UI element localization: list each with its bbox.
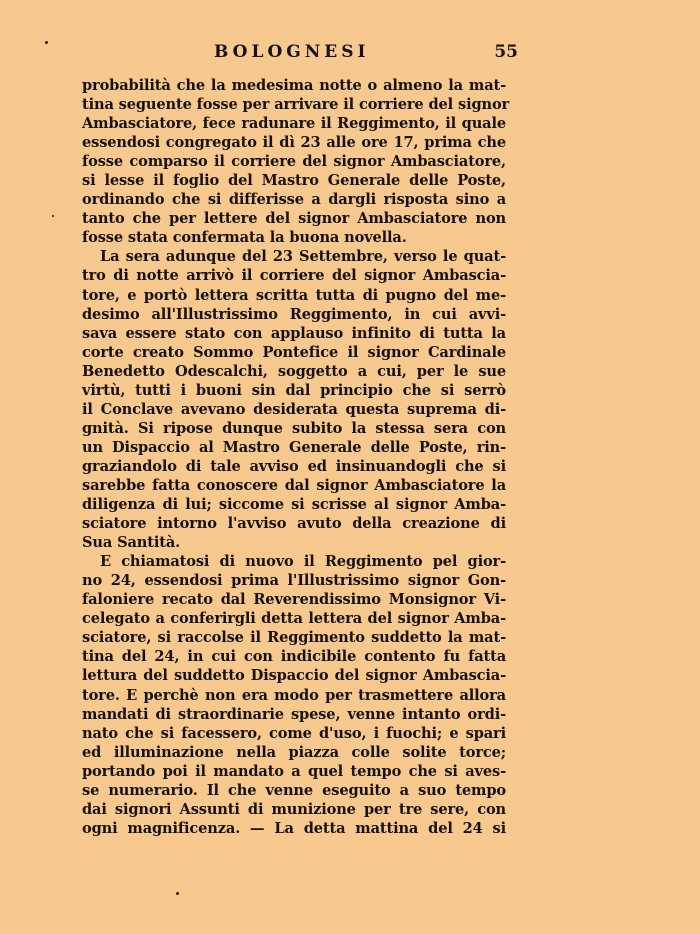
text-line: portando poi il mandato a quel tempo che si aves- [82, 762, 506, 780]
text-line: tro di notte arrivò il corriere del signor Ambascia- [82, 267, 506, 285]
ink-speck [52, 215, 54, 217]
text-line: tina del 24, in cui con indicibile contento fu fatta [82, 648, 506, 666]
book-page [82, 40, 518, 838]
text-line: se numerario. Il che venne eseguito a suo tempo [82, 781, 506, 799]
text-line: graziandolo di tale avviso ed insinuandogli che si [82, 457, 506, 475]
text-line: sciatore, si raccolse il Reggimento suddetto la mat- [82, 629, 506, 647]
text-line: Benedetto Odescalchi, soggetto a cui, per le sue [82, 362, 506, 380]
text-line: Ambasciatore, fece radunare il Reggimento, il quale [82, 115, 506, 133]
page-number: 55 [494, 42, 518, 62]
text-line: Sua Santità. [82, 534, 181, 552]
text-line: sarebbe fatta conoscere dal signor Ambasciatore la [82, 476, 506, 494]
text-line: fosse comparso il corriere del signor Ambasciatore, [82, 153, 506, 171]
ink-speck [45, 41, 48, 44]
text-line: celegato a conferirgli detta lettera del signor Amba- [82, 610, 506, 628]
text-line: un Dispaccio al Mastro Generale delle Poste, rin- [82, 438, 506, 456]
text-line: tanto che per lettere del signor Ambasciatore non [82, 210, 506, 228]
text-line: sciatore intorno l'avviso avuto della creazione di [82, 515, 506, 533]
text-line: fosse stata confermata la buona novella. [82, 229, 407, 247]
text-line: ordinando che si differisse a dargli risposta sino a [82, 191, 506, 209]
text-line: La sera adunque del 23 Settembre, verso le quat- [100, 248, 506, 266]
text-line: no 24, essendosi prima l'Illustrissimo signor Gon- [82, 572, 506, 590]
text-line: tore, e portò lettera scritta tutta di pugno del me- [82, 286, 506, 304]
text-line: gnità. Si ripose dunque subito la stessa sera con [82, 419, 506, 437]
text-line: diligenza di lui; siccome si scrisse al signor Amba- [82, 496, 506, 514]
running-title: BOLOGNESI [214, 42, 370, 62]
body-text [82, 76, 510, 838]
text-line: sava essere stato con applauso infinito di tutta la [82, 324, 506, 342]
text-line: faloniere recato dal Reverendissimo Monsignor Vi- [82, 591, 506, 609]
text-line: mandati di straordinarie spese, venne intanto ordi- [82, 705, 506, 723]
text-line: si lesse il foglio del Mastro Generale delle Poste, [82, 172, 506, 190]
text-line: lettura del suddetto Dispaccio del signor Ambascia- [82, 667, 506, 685]
text-line: nato che si facessero, come d'uso, i fuochi; e spari [82, 724, 506, 742]
text-line: desimo all'Illustrissimo Reggimento, in cui avvi- [82, 305, 506, 323]
text-line: ed illuminazione nella piazza colle solite torce; [82, 743, 506, 761]
text-line: tore. E perchè non era modo per trasmettere allora [82, 686, 506, 704]
text-line: virtù, tutti i buoni sin dal principio che si serrò [82, 381, 506, 399]
text-line: probabilità che la medesima notte o almeno la mat- [82, 77, 506, 94]
running-head [82, 40, 518, 70]
text-line: corte creato Sommo Pontefice il signor Cardinale [82, 343, 506, 361]
ink-speck [176, 892, 179, 895]
text-line: dai signori Assunti di munizione per tre sere, con [82, 800, 506, 818]
text-line: E chiamatosi di nuovo il Reggimento pel gior- [100, 553, 506, 571]
text-line: ogni magnificenza. — La detta mattina del 24 si [82, 819, 506, 837]
text-line: essendosi congregato il dì 23 alle ore 17, prima che [82, 134, 506, 152]
text-line: tina seguente fosse per arrivare il corriere del signor [82, 96, 510, 114]
text-line: il Conclave avevano desiderata questa suprema di- [82, 400, 506, 418]
